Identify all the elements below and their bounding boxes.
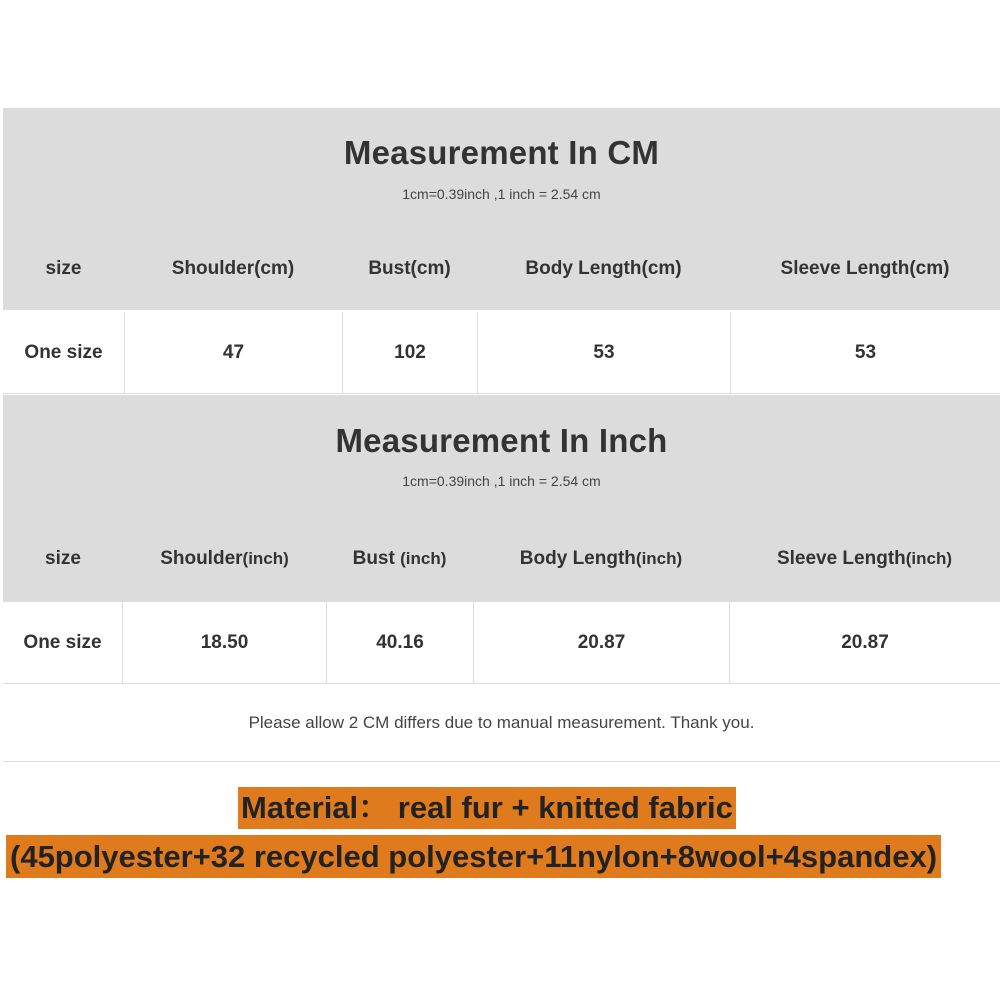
- inch-header-bust: [326, 522, 473, 596]
- cm-header-shoulder: Shoulder(cm): [171, 258, 295, 279]
- inch-header-shoulder-label: Shoulder: [160, 548, 243, 569]
- cm-header-body-length: Body Length(cm): [525, 258, 682, 279]
- cm-header-row: [3, 232, 1000, 306]
- inch-table-title: Measurement In Inch: [335, 422, 668, 459]
- inch-header-shoulder-unit: (inch): [242, 549, 289, 568]
- cm-conversion-note: 1cm=0.39inch ,1 inch = 2.54 cm: [402, 186, 601, 202]
- inch-header-body-length: [473, 522, 729, 596]
- cm-header-sleeve-length: Sleeve Length(cm): [780, 258, 950, 279]
- inch-header-size-label: size: [45, 548, 81, 569]
- inch-header-size: [3, 522, 123, 596]
- row-divider: [3, 683, 1000, 684]
- inch-header-sleeve-length: [729, 522, 1000, 596]
- cm-cell-size: One size: [3, 312, 125, 393]
- inch-header-bust-unit: (inch): [400, 549, 447, 568]
- inch-header-sleeve-length-label: Sleeve Length: [776, 548, 906, 569]
- inch-cell-bust: 40.16: [327, 602, 474, 683]
- cm-table-title: Measurement In CM: [343, 134, 660, 171]
- material-title: Material： real fur + knitted fabric: [238, 787, 736, 829]
- inch-header-row: [3, 522, 1000, 596]
- cm-header-bust: Bust(cm): [368, 258, 451, 279]
- inch-cell-size: One size: [3, 602, 123, 683]
- inch-cell-sleeve-length: 20.87: [841, 631, 889, 653]
- inch-conversion-note: 1cm=0.39inch ,1 inch = 2.54 cm: [402, 473, 601, 489]
- inch-cell-body-length: 20.87: [474, 602, 730, 683]
- inch-header-body-length-label: Body Length: [519, 548, 636, 569]
- inch-cell-shoulder: 18.50: [123, 602, 327, 683]
- cm-cell-shoulder: 47: [125, 312, 343, 393]
- cm-header-size: size: [45, 258, 82, 279]
- measurement-disclaimer: Please allow 2 CM differs due to manual measurement. Thank you.: [3, 685, 1000, 762]
- row-divider: [3, 393, 1000, 394]
- material-composition: (45polyester+32 recycled polyester+11nylon+8wool+4spandex): [6, 835, 941, 878]
- cm-data-row: [3, 312, 1000, 394]
- cm-cell-body-length: 53: [478, 312, 731, 393]
- inch-data-row: [3, 602, 1000, 684]
- cm-cell-bust: 102: [343, 312, 478, 393]
- inch-header-shoulder: [123, 522, 326, 596]
- inch-header-sleeve-length-unit: (inch): [905, 549, 953, 568]
- inch-header-body-length-unit: (inch): [635, 549, 683, 568]
- size-chart: [3, 108, 1000, 894]
- cm-cell-sleeve-length: 53: [854, 341, 877, 363]
- inch-header-bust-label: Bust: [352, 548, 401, 569]
